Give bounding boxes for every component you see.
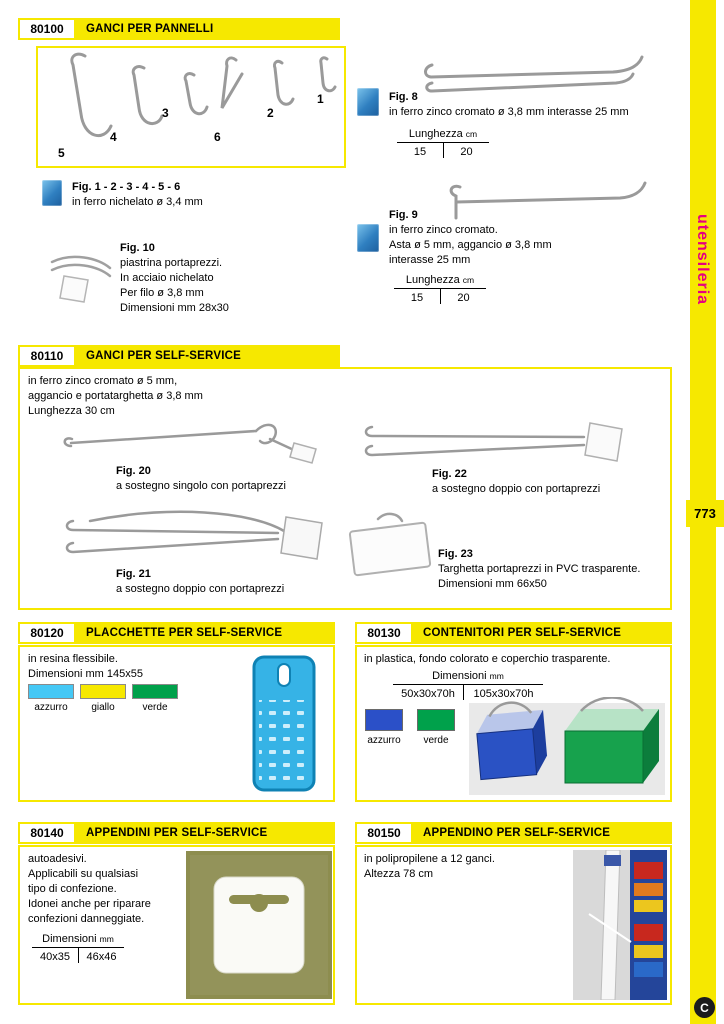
dimension-value: 40x35 — [40, 951, 70, 963]
fig9-line: in ferro zinco cromato. — [389, 224, 498, 236]
dimension-value: 46x46 — [78, 948, 124, 963]
hook-number: 4 — [110, 130, 117, 144]
plate-illustration — [252, 655, 316, 792]
desc-line: Dimensioni mm 145x55 — [28, 668, 143, 680]
section-title-80100: GANCI PER PANNELLI — [76, 18, 340, 40]
fig10-label: Fig. 10 — [120, 242, 155, 254]
product-thumb-icon — [357, 88, 379, 116]
hook-number: 3 — [162, 106, 169, 120]
section-code-80120: 80120 — [18, 622, 76, 644]
dimension-value: 105x30x70h — [463, 685, 543, 700]
product-thumb-icon — [42, 180, 62, 206]
section-title-80140: APPENDINI PER SELF-SERVICE — [76, 822, 335, 844]
fig20-illustration — [58, 405, 320, 465]
fig22-label: Fig. 22 — [432, 468, 467, 480]
fig10-line: Dimensioni mm 28x30 — [120, 302, 229, 314]
fig21-illustration — [60, 501, 340, 565]
publisher-logo-icon — [694, 997, 715, 1018]
length-value: 20 — [440, 289, 486, 304]
fig9-label: Fig. 9 — [389, 209, 418, 221]
color-swatch-azzurro — [359, 709, 409, 746]
hook-number: 2 — [267, 106, 274, 120]
length-value: 20 — [443, 143, 489, 158]
fig21-label: Fig. 21 — [116, 568, 151, 580]
swatch-label: azzurro — [34, 702, 68, 713]
hook-number: 1 — [317, 92, 324, 106]
color-swatch-verde — [132, 684, 178, 713]
section-80120-header — [18, 622, 335, 644]
hanger-photo — [186, 851, 332, 999]
intro-line: in ferro zinco cromato ø 5 mm, — [28, 375, 178, 387]
desc-line: Idonei anche per riparare — [28, 898, 151, 910]
section-code-80100: 80100 — [18, 18, 76, 40]
swatch-label: verde — [423, 735, 449, 746]
desc-line: tipo di confezione. — [28, 883, 117, 895]
panel-hooks-illustration — [38, 48, 344, 166]
length-label: Lunghezza — [408, 128, 463, 140]
fig23-line: Dimensioni mm 66x50 — [438, 578, 547, 590]
fig9-line: Asta ø 5 mm, aggancio ø 3,8 mm — [389, 239, 552, 251]
dimensions-table — [393, 670, 543, 700]
fig23-line: Targhetta portaprezzi in PVC trasparente. — [438, 563, 641, 575]
fig10-line: In acciaio nichelato — [120, 272, 214, 284]
length-unit: cm — [465, 129, 478, 139]
desc-line: in plastica, fondo colorato e coperchio trasparente. — [364, 653, 611, 665]
section-80140-body — [18, 845, 335, 1005]
page-number-badge: 773 — [686, 500, 724, 527]
fig8-label: Fig. 8 — [389, 91, 418, 103]
color-swatch-verde — [411, 709, 461, 746]
section-80110-header — [18, 345, 340, 367]
fig1-6-desc: in ferro nichelato ø 3,4 mm — [72, 196, 203, 208]
product-thumb-icon — [357, 224, 379, 252]
swatch-chip — [28, 684, 74, 699]
dimensions-unit: mm — [99, 934, 114, 944]
section-80100-header — [18, 18, 340, 40]
fig10-line: Per filo ø 3,8 mm — [120, 287, 204, 299]
section-title-80150: APPENDINO PER SELF-SERVICE — [413, 822, 672, 844]
swatch-label: giallo — [91, 702, 115, 713]
fig8-illustration — [420, 52, 660, 100]
panel-hooks-figure — [36, 46, 346, 168]
fig1-6-label: Fig. 1 - 2 - 3 - 4 - 5 - 6 — [72, 181, 181, 193]
fig8-length-table — [397, 128, 489, 158]
section-80110-body — [18, 367, 672, 610]
section-code-80140: 80140 — [18, 822, 76, 844]
fig8-desc: in ferro zinco cromato ø 3,8 mm interasse 25 mm — [389, 106, 629, 118]
hook-number: 5 — [58, 146, 65, 160]
fig22-illustration — [360, 415, 650, 467]
section-80150-body — [355, 845, 672, 1005]
clipstrip-photo — [573, 850, 667, 1000]
fig23-label: Fig. 23 — [438, 548, 473, 560]
fig9-line: interasse 25 mm — [389, 254, 471, 266]
dimension-value: 50x30x70h — [401, 688, 455, 700]
section-code-80150: 80150 — [355, 822, 413, 844]
category-sidebar-label: utensileria — [694, 214, 711, 306]
dimensions-header — [393, 670, 543, 685]
swatch-label: azzurro — [367, 735, 401, 746]
length-unit: cm — [462, 275, 475, 285]
color-swatch-giallo — [80, 684, 126, 713]
section-80140-header — [18, 822, 335, 844]
fig9-length-table — [394, 274, 486, 304]
desc-line: Altezza 78 cm — [364, 868, 434, 880]
containers-photo — [469, 697, 665, 797]
swatch-chip — [132, 684, 178, 699]
logo-glyph: C — [700, 1000, 709, 1015]
section-code-80130: 80130 — [355, 622, 413, 644]
length-header — [394, 274, 486, 289]
hook-number: 6 — [214, 130, 221, 144]
fig20-label: Fig. 20 — [116, 465, 151, 477]
section-title-80110: GANCI PER SELF-SERVICE — [76, 345, 340, 367]
swatch-chip — [80, 684, 126, 699]
dimensions-label: Dimensioni — [42, 933, 97, 945]
color-swatch-azzurro — [28, 684, 74, 713]
swatch-label: verde — [142, 702, 168, 713]
swatch-chip — [417, 709, 455, 731]
desc-line: in resina flessibile. — [28, 653, 118, 665]
dimensions-table — [32, 933, 124, 963]
intro-line: aggancio e portatarghetta ø 3,8 mm — [28, 390, 203, 402]
fig20-caption: a sostegno singolo con portaprezzi — [116, 480, 286, 492]
intro-line: Lunghezza 30 cm — [28, 405, 115, 417]
section-title-80120: PLACCHETTE PER SELF-SERVICE — [76, 622, 335, 644]
section-title-80130: CONTENITORI PER SELF-SERVICE — [413, 622, 672, 644]
section-80150-header — [355, 822, 672, 844]
length-header — [397, 128, 489, 143]
desc-line: confezioni danneggiate. — [28, 913, 145, 925]
dimensions-label: Dimensioni — [432, 670, 487, 682]
length-value: 15 — [413, 146, 427, 158]
dimensions-header — [32, 933, 124, 948]
desc-line: Applicabili su qualsiasi — [28, 868, 139, 880]
fig23-illustration — [344, 509, 436, 577]
swatch-chip — [365, 709, 403, 731]
dimensions-values — [32, 948, 124, 963]
desc-line: autoadesivi. — [28, 853, 87, 865]
length-values — [394, 289, 486, 304]
dimensions-unit: mm — [489, 671, 504, 681]
fig9-illustration — [422, 178, 662, 224]
section-80130-header — [355, 622, 672, 644]
length-label: Lunghezza — [405, 274, 460, 286]
section-80120-body — [18, 645, 335, 802]
length-values — [397, 143, 489, 158]
section-80130-body — [355, 645, 672, 802]
fig10-illustration — [44, 248, 122, 306]
desc-line: in polipropilene a 12 ganci. — [364, 853, 495, 865]
fig21-caption: a sostegno doppio con portaprezzi — [116, 583, 285, 595]
fig22-caption: a sostegno doppio con portaprezzi — [432, 483, 601, 495]
section-code-80110: 80110 — [18, 345, 76, 367]
fig10-line: piastrina portaprezzi. — [120, 257, 223, 269]
length-value: 15 — [410, 292, 424, 304]
